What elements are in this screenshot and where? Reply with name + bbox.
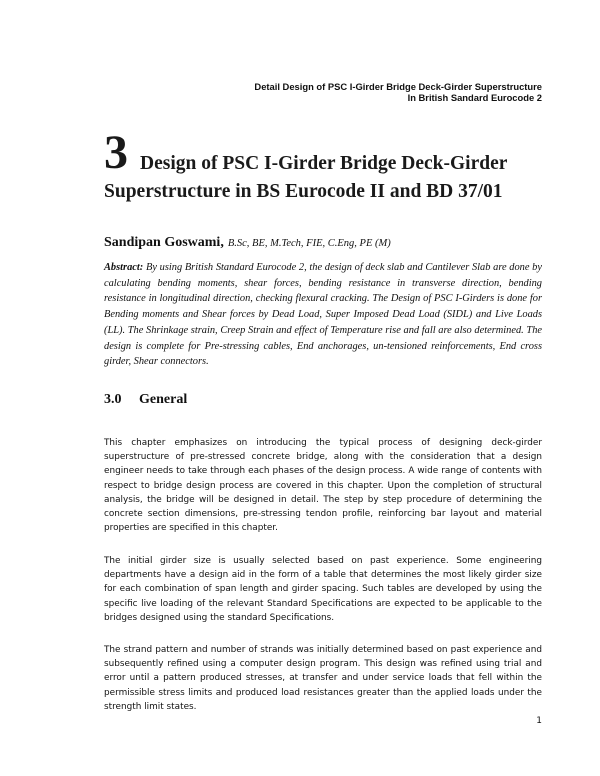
section-heading <box>104 392 187 408</box>
header-line-2: In British Sandard Eurocode 2 <box>407 92 542 103</box>
abstract-label: Abstract: <box>104 262 144 273</box>
body-paragraph: This chapter emphasizes on introducing the typical process of designing deck-girder superstructure of pre-stressed concrete bridge, along with the consideration that a design engineer needs to take through each phases of the design process. A wide range of contents with respect to bridge design process are covered in this chapter. Upon the completion of structural analysis, the bridge will be designed in detail. The step by step procedure of determining the concrete section dimensions, pre-stressing tendon profile, reinforcing bar layout and material properties are specified in this chapter. <box>104 438 542 534</box>
author-line <box>104 233 391 251</box>
section-title: General <box>139 392 188 407</box>
body-paragraph: The strand pattern and number of strands was initially determined based on past experience and subsequently refined using a computer design program. This design was refined using trial and error until a pattern produced stresses, at transfer and under service loads that fell within the permissible stress limits and produced load resistances greater than the applied loads under the strength limit states. <box>104 645 542 712</box>
page-number: 1 <box>536 716 542 726</box>
abstract-text: By using British Standard Eurocode 2, the design of deck slab and Cantilever Slab are done by calculating bending moments, shear forces, bending resistance in transverse direction, bending resistance in longitudinal direction, checking flexural cracking. The Design of PSC I-Girders is done for Bending moments and Shear forces by Dead Load, Super Imposed Dead Load (SIDL) and Live Loads (LL). The Shrinkage strain, Creep Strain and effect of Temperature rise and fall are also determined. The design is complete for Pre-stressing cables, End anchorages, un-tensioned reinforcements, End cross girder, Shear connectors. <box>104 262 542 368</box>
chapter-title <box>104 126 554 204</box>
chapter-number: 3 <box>104 126 128 179</box>
section-number: 3.0 <box>104 392 122 407</box>
author-name: Sandipan Goswami, <box>104 235 224 250</box>
body-paragraph: The initial girder size is usually selected based on past experience. Some engineering departments have a design aid in the form of a table that determines the most likely girder size for each combination of span length and girder spacing. Such tables are developed by using the specific live loading of the relevant Standard Specifications are expected to be applicable to the bridges designed using the standard Specifications. <box>104 556 542 623</box>
header-line-1: Detail Design of PSC I-Girder Bridge Deck-Girder Superstructure <box>254 81 542 92</box>
author-credentials: B.Sc, BE, M.Tech, FIE, C.Eng, PE (M) <box>227 238 391 249</box>
abstract <box>104 260 542 370</box>
chapter-title-line-2: Superstructure in BS Eurocode II and BD 37/01 <box>104 181 503 202</box>
running-header <box>254 81 542 103</box>
chapter-title-line-1: Design of PSC I-Girder Bridge Deck-Girder <box>140 153 508 174</box>
